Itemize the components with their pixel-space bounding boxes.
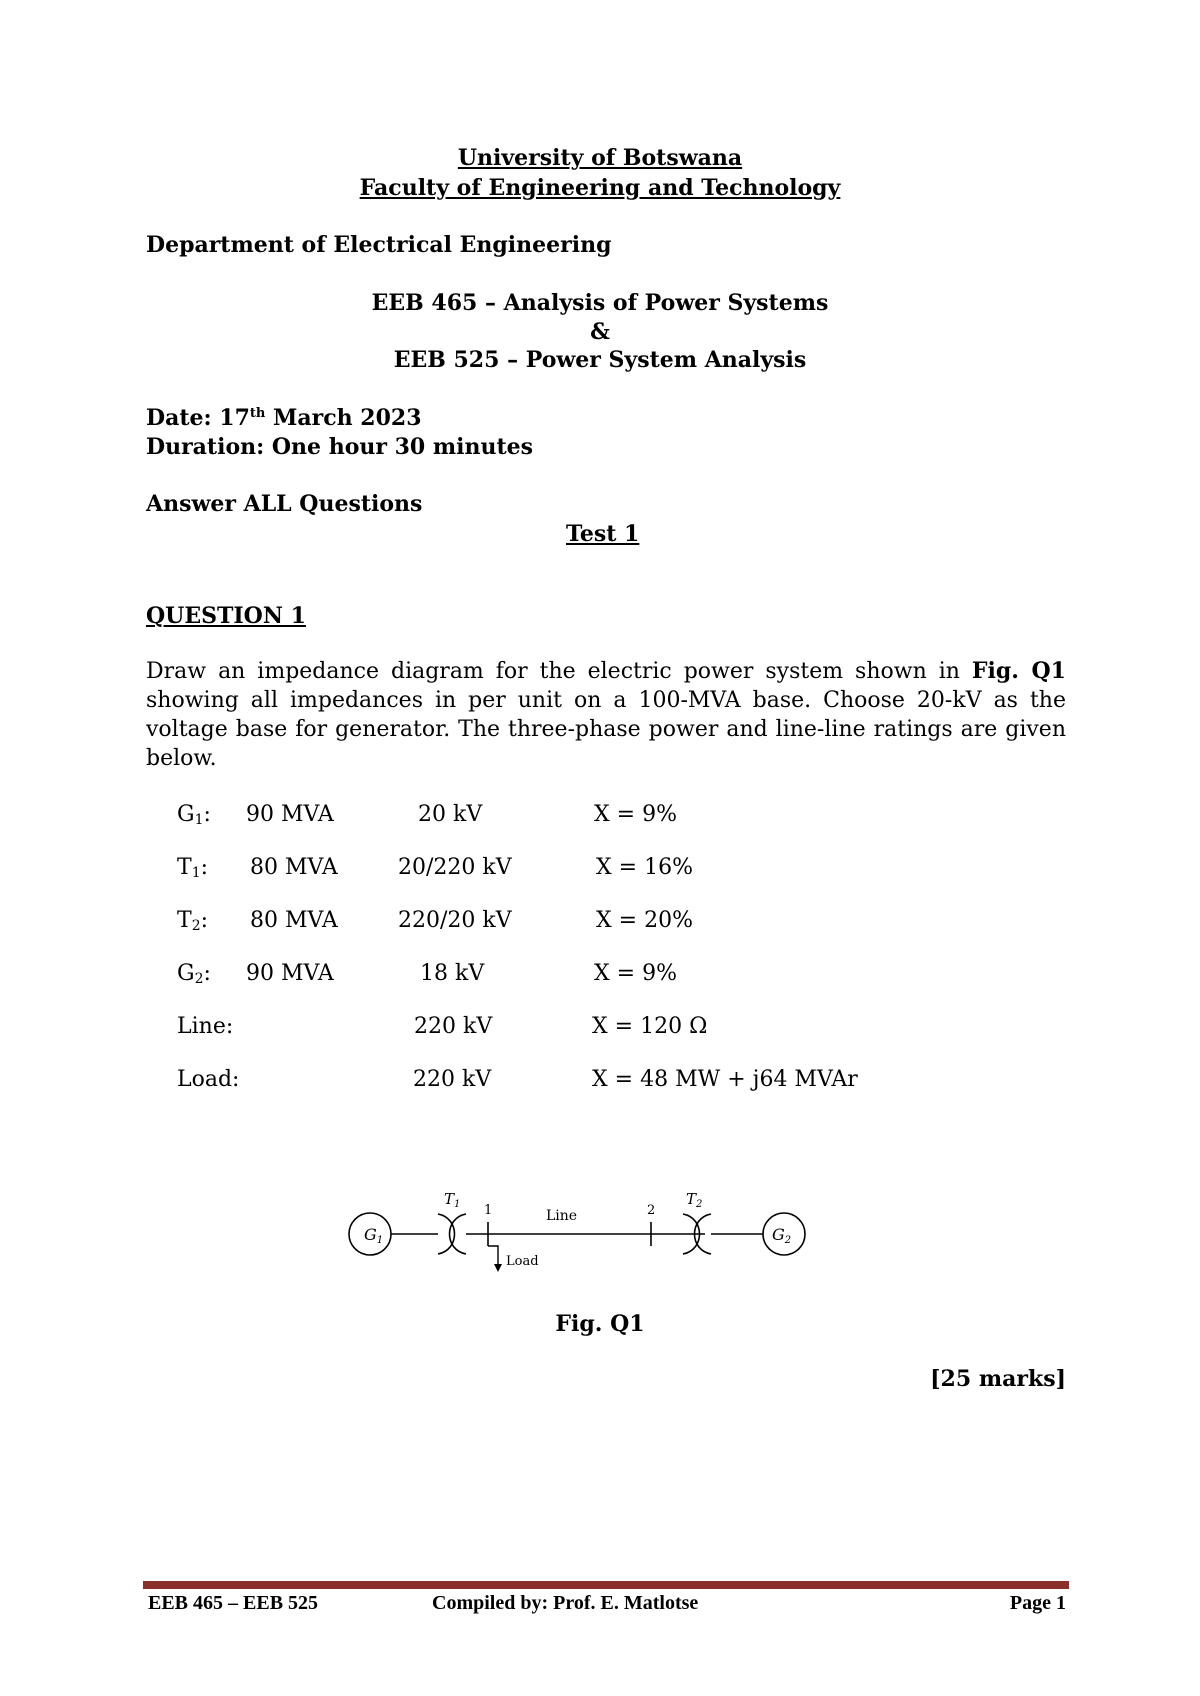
spec-name-t1: $T_1$: <box>177 855 209 881</box>
course-2: EEB 525 – Power System Analysis <box>393 347 807 373</box>
date-label: Date: 17 <box>146 405 250 431</box>
bus-2-label: 2 <box>647 1203 656 1218</box>
transformer-1-secondary <box>450 1214 467 1254</box>
spec-name-g2: $G_2$: <box>177 961 211 987</box>
question-text-pre: Draw an impedance diagram for the electric power system shown in <box>146 659 972 684</box>
footer-compiled-by: Compiled by: Prof. E. Matlotse <box>432 1592 699 1614</box>
load-arrow <box>494 1264 502 1272</box>
spec-x-g2: X = 9% <box>594 961 677 986</box>
spec-mva-g2: 90 MVA <box>246 961 334 986</box>
spec-kv-line: 220 kV <box>414 1014 493 1039</box>
spec-x-load: X = 48 MW + j64 MVAr <box>592 1067 858 1092</box>
question-text <box>146 657 1066 773</box>
transformer-1-label: $T_1$ <box>444 1190 461 1210</box>
course-1: EEB 465 – Analysis of Power Systems <box>371 290 829 316</box>
transformer-1-primary <box>438 1214 455 1254</box>
department-name: Department of Electrical Engineering <box>146 232 612 258</box>
question-title: QUESTION 1 <box>146 603 306 629</box>
marks-label: [25 marks] <box>930 1366 1066 1392</box>
load-branch <box>488 1246 498 1266</box>
spec-name-t2: $T_2$: <box>177 908 209 934</box>
date-superscript: th <box>249 406 266 421</box>
spec-name-g1: $G_1$: <box>177 802 211 828</box>
figure-reference: Fig. Q1 <box>971 658 1066 684</box>
faculty-name: Faculty of Engineering and Technology <box>359 175 841 201</box>
spec-kv-load: 220 kV <box>413 1067 492 1092</box>
load-label: Load <box>506 1254 539 1269</box>
exam-date <box>146 405 422 431</box>
line-label: Line <box>546 1208 578 1224</box>
footer-bar <box>143 1581 1069 1589</box>
spec-name-line: Line: <box>177 1014 234 1039</box>
figure-caption: Fig. Q1 <box>555 1311 645 1337</box>
spec-mva-t1: 80 MVA <box>250 855 338 880</box>
spec-x-t2: X = 20% <box>596 908 693 933</box>
ampersand: & <box>590 319 610 345</box>
exam-duration: Duration: One hour 30 minutes <box>146 434 534 460</box>
footer-course: EEB 465 – EEB 525 <box>148 1592 319 1614</box>
university-name: University of Botswana <box>457 145 743 171</box>
date-rest: March 2023 <box>265 405 422 431</box>
spec-x-g1: X = 9% <box>594 802 677 827</box>
test-title: Test 1 <box>566 521 640 547</box>
transformer-2-label: $T_2$ <box>686 1190 703 1210</box>
single-line-diagram <box>320 1170 880 1290</box>
spec-mva-t2: 80 MVA <box>250 908 338 933</box>
spec-kv-t2: 220/20 kV <box>398 908 512 933</box>
spec-kv-g2: 18 kV <box>420 961 485 986</box>
generator-2-label: G2 <box>772 1225 792 1246</box>
spec-kv-g1: 20 kV <box>418 802 483 827</box>
spec-x-t1: X = 16% <box>596 855 693 880</box>
spec-mva-g1: 90 MVA <box>246 802 334 827</box>
spec-kv-t1: 20/220 kV <box>398 855 512 880</box>
spec-x-line: X = 120 Ω <box>592 1014 708 1039</box>
spec-name-load: Load: <box>177 1067 240 1092</box>
bus-1-label: 1 <box>484 1203 493 1218</box>
exam-instruction: Answer ALL Questions <box>146 491 423 517</box>
question-text-post: showing all impedances in per unit on a 100-MVA base. Choose 20-kV as the voltage base for generator. The three-phase power and line-line ratings are given below. <box>146 688 1066 771</box>
generator-1-label: G1 <box>364 1225 384 1246</box>
footer-page-number: Page 1 <box>1009 1592 1066 1614</box>
